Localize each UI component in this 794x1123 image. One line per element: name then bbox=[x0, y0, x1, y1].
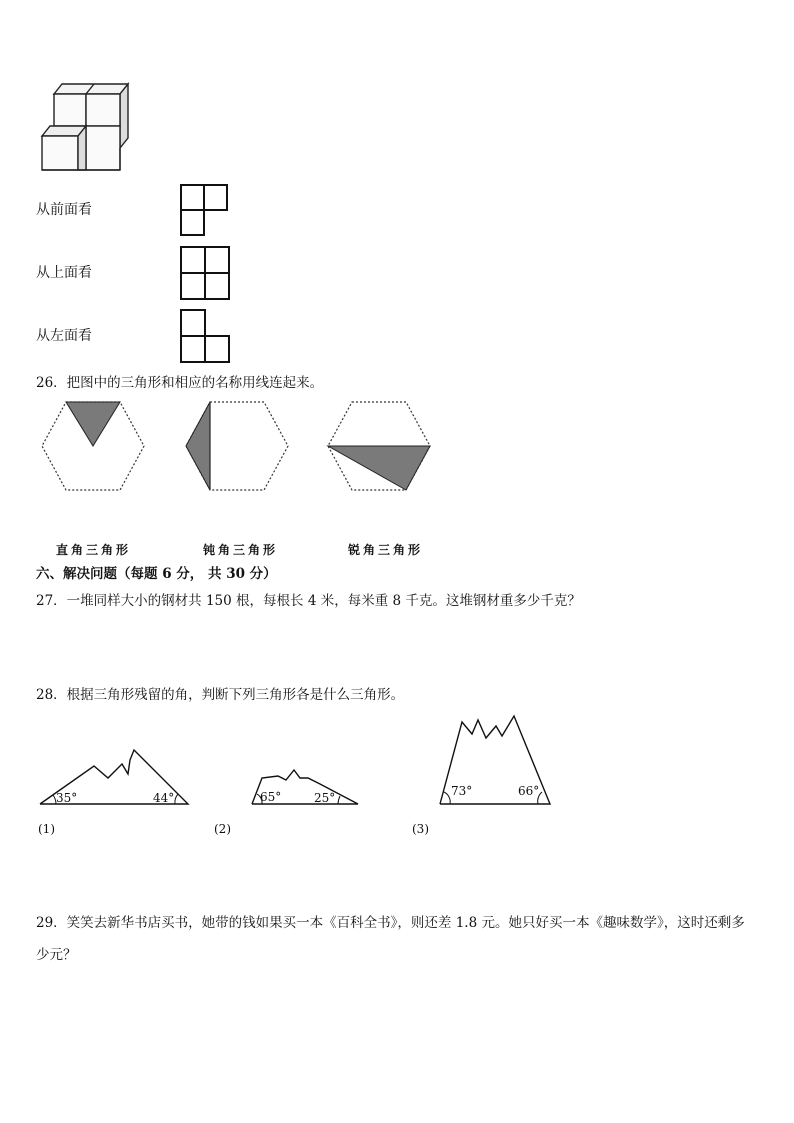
view-label-front: 从前面看 bbox=[36, 202, 92, 218]
triangle-label-3: (3) bbox=[412, 822, 429, 836]
left-view-figure bbox=[180, 309, 232, 365]
triangle-name-acute: 锐角三角形 bbox=[348, 543, 424, 557]
triangle-name-right: 直角三角形 bbox=[56, 543, 132, 557]
angle-65: 65° bbox=[260, 790, 282, 804]
angle-73: 73° bbox=[451, 784, 473, 798]
triangle-label-1: (1) bbox=[38, 822, 55, 836]
question-29-line1: 29．笑笑去新华书店买书，她带的钱如果买一本《百科全书》，则还差 1.8 元。她只好买一本《趣味数学》，这时还剩多 bbox=[36, 915, 745, 931]
angle-66: 66° bbox=[518, 784, 540, 798]
question-26: 26．把图中的三角形和相应的名称用线连起来。 bbox=[36, 375, 324, 391]
front-view-figure bbox=[180, 184, 230, 238]
view-label-left: 从左面看 bbox=[36, 328, 92, 344]
question-27: 27．一堆同样大小的钢材共 150 根，每根长 4 米，每米重 8 千克。这堆钢材重多少千克？ bbox=[36, 593, 581, 609]
question-29-line2: 少元？ bbox=[36, 947, 77, 963]
hexagon-figure-2 bbox=[184, 400, 290, 492]
cube-stack-figure bbox=[36, 80, 136, 175]
hexagon-figure-3 bbox=[326, 400, 432, 492]
view-label-top: 从上面看 bbox=[36, 265, 92, 281]
triangle-name-obtuse: 钝角三角形 bbox=[203, 543, 279, 557]
angle-25: 25° bbox=[314, 791, 336, 805]
section-title: 六、解决问题（每题 6 分， 共 30 分） bbox=[36, 566, 277, 582]
triangle-label-2: (2) bbox=[214, 822, 231, 836]
angle-44: 44° bbox=[153, 791, 175, 805]
angle-35: 35° bbox=[56, 791, 78, 805]
hexagon-figure-1 bbox=[40, 400, 146, 492]
question-28: 28．根据三角形残留的角，判断下列三角形各是什么三角形。 bbox=[36, 687, 405, 703]
top-view-figure bbox=[180, 246, 232, 302]
